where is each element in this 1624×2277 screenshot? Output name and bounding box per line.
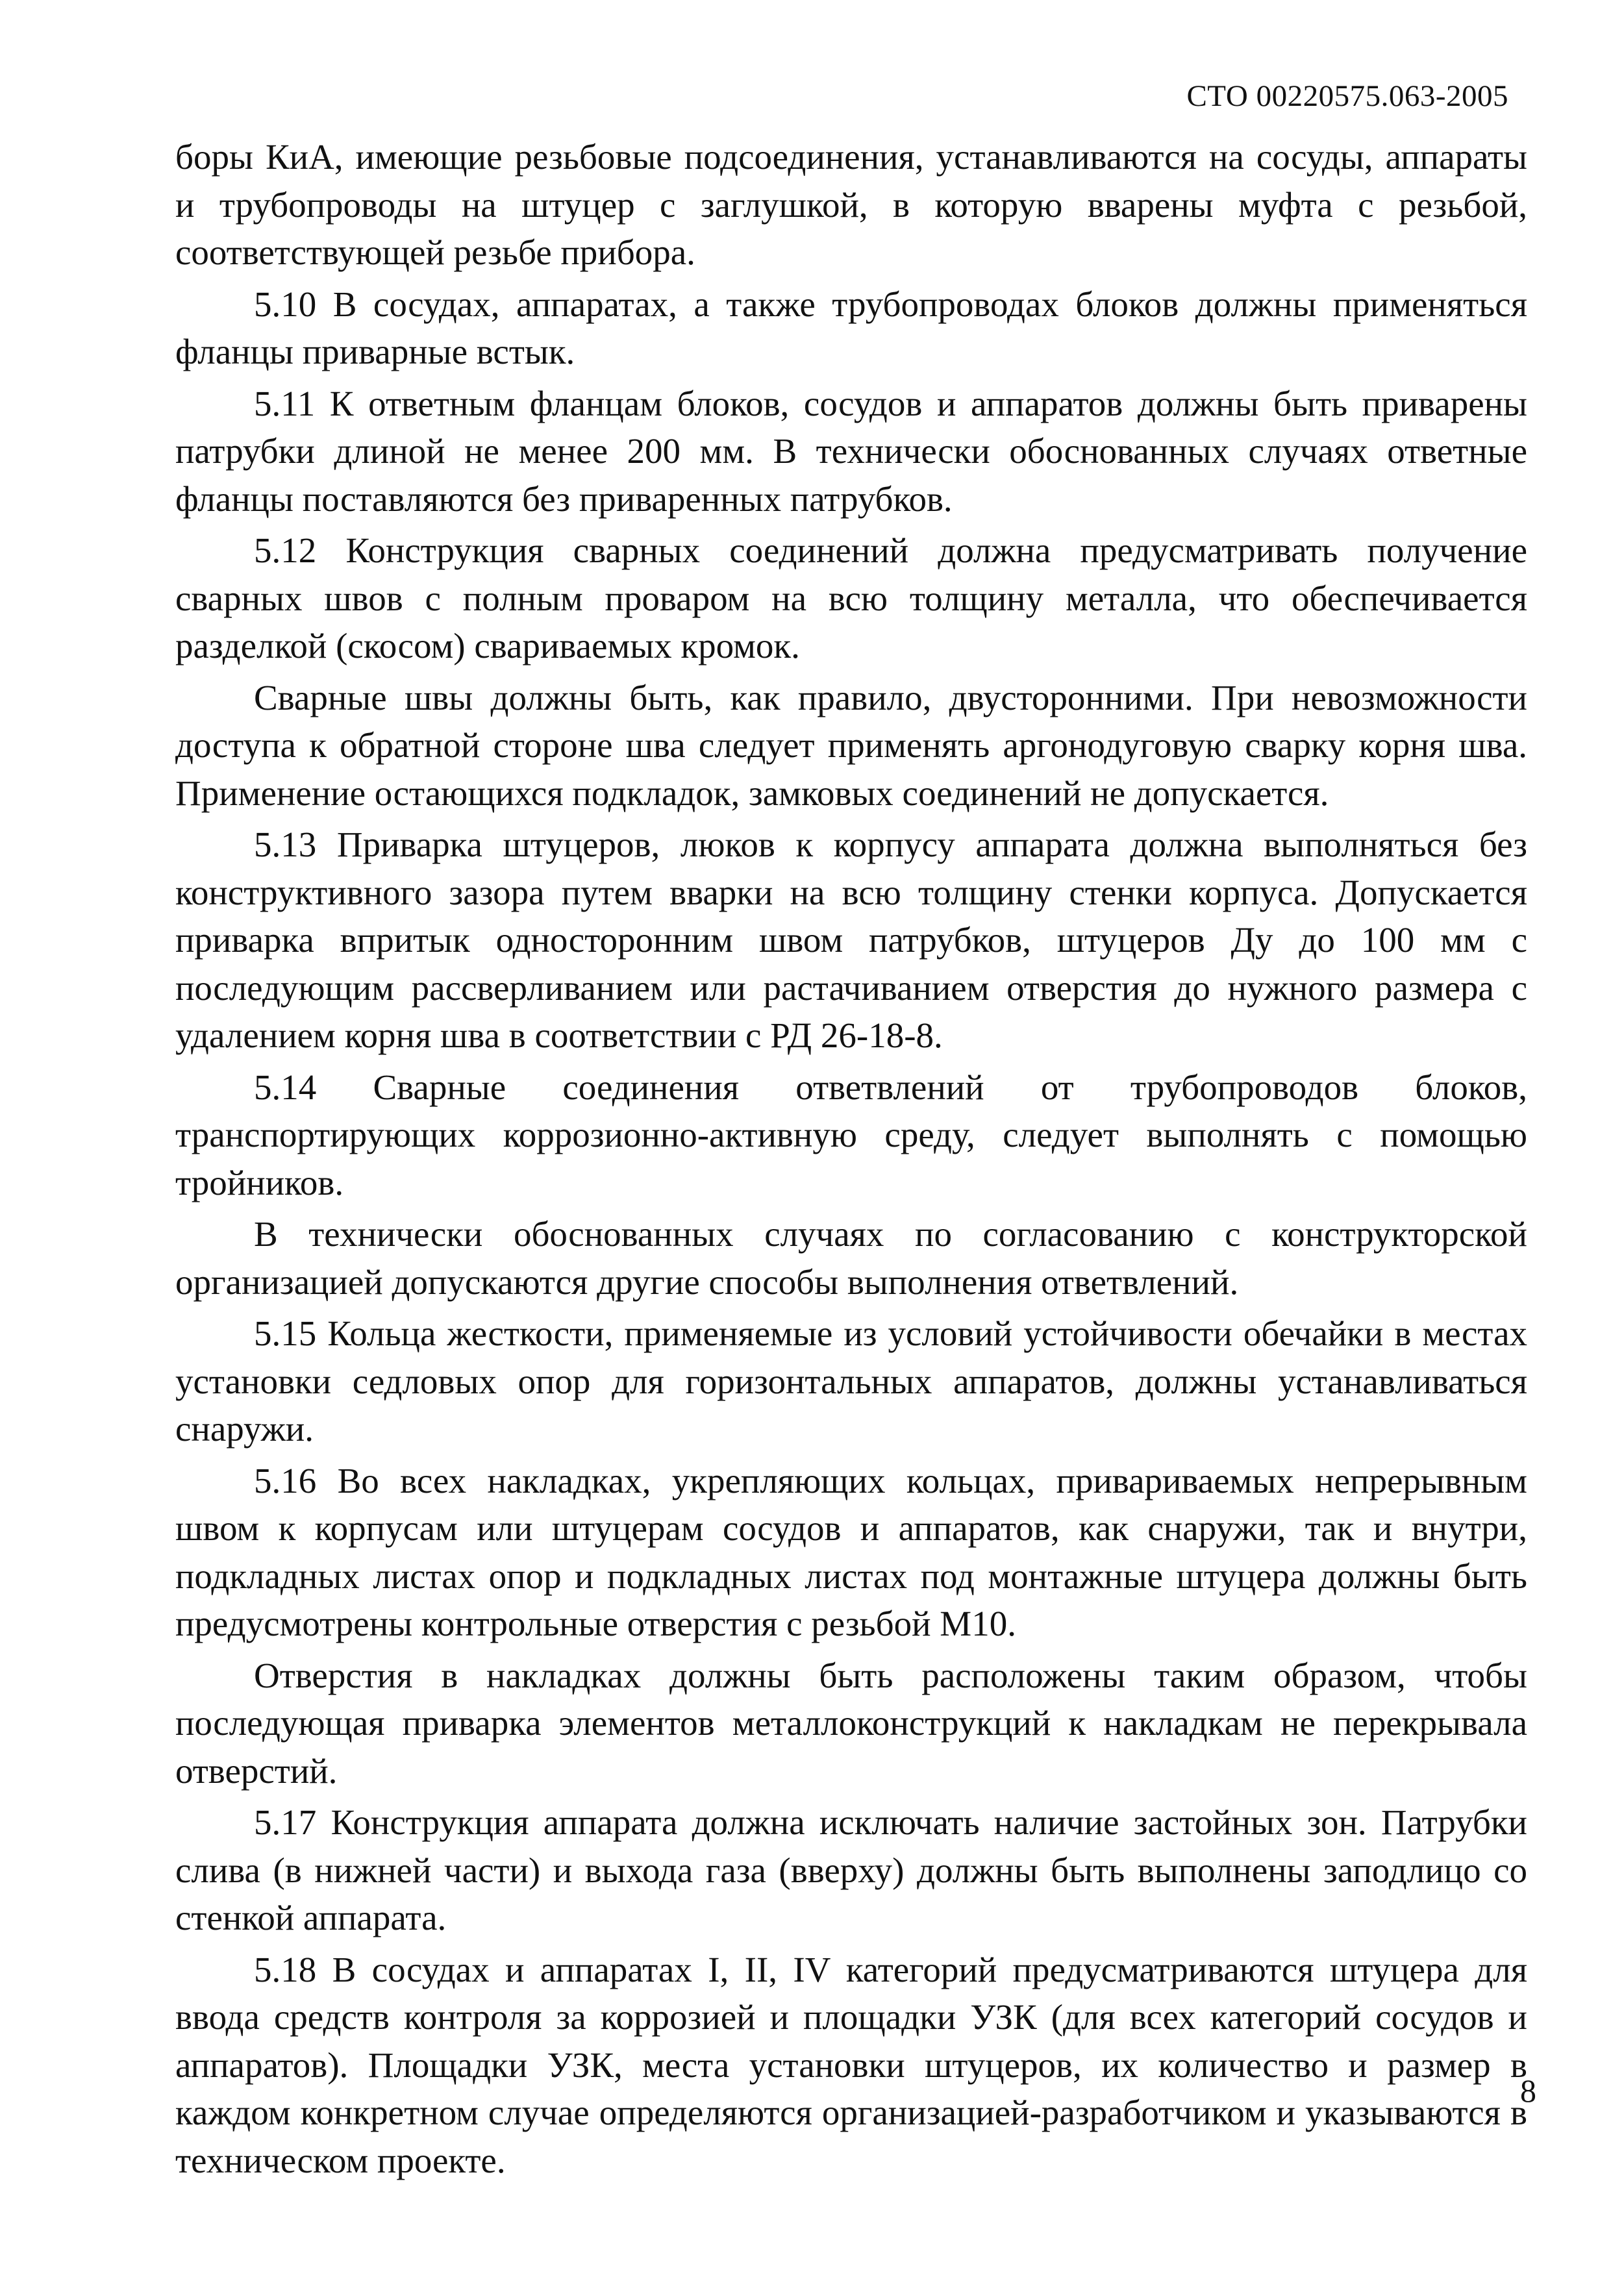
- page-number: 8: [1520, 2072, 1536, 2109]
- paragraph-5-12-welds: Сварные швы должны быть, как правило, двусторонними. При невозможности доступа к обратной стороне шва следует применять аргонодуговую сварку корня шва. Применение остающихся подкладок, замковых соединений не допускается.: [175, 677, 1527, 813]
- paragraph-5-12: 5.12 Конструкция сварных соединений должна предусматривать получение сварных швов с полным проваром на всю толщину металла, что обеспечивается разделкой (скосом) свариваемых кромок.: [175, 530, 1527, 666]
- standard-code-header: СТО 00220575.063-2005: [1186, 79, 1508, 113]
- paragraph-5-11: 5.11 К ответным фланцам блоков, сосудов и аппаратов должны быть приварены патрубки длиной не менее 200 мм. В технически обоснованных случаях ответные фланцы поставляются без приваренных патрубков.: [175, 383, 1527, 519]
- paragraph-continuation: боры КиА, имеющие резьбовые подсоединения, устанавливаются на сосуды, аппараты и трубопроводы на штуцер с заглушкой, в которую вварены муфта с резьбой, соответствующей резьбе прибора.: [175, 137, 1527, 272]
- paragraph-5-16-holes: Отверстия в накладках должны быть расположены таким образом, чтобы последующая приварка элементов металлоконструкций к накладкам не перекрывала отверстий.: [175, 1655, 1527, 1791]
- paragraph-5-14-exceptions: В технически обоснованных случаях по согласованию с конструкторской организацией допускаются другие способы выполнения ответвлений.: [175, 1214, 1527, 1302]
- paragraph-5-18: 5.18 В сосудах и аппаратах I, II, IV категорий предусматриваются штуцера для ввода средств контроля за коррозией и площадки УЗК (для всех категорий сосудов и аппаратов). Площадки УЗК, места установки штуцеров, их количество и размер в каждом конкретном случае определяются организацией-разработчиком и указываются в техническом проекте.: [175, 1949, 1527, 2180]
- paragraph-5-14: 5.14 Сварные соединения ответвлений от трубопроводов блоков, транспортирующих коррозионно-активную среду, следует выполнять с помощью тройников.: [175, 1067, 1527, 1202]
- paragraph-5-16: 5.16 Во всех накладках, укрепляющих кольцах, привариваемых непрерывным швом к корпусам или штуцерам сосудов и аппаратов, как снаружи, так и внутри, подкладных листах опор и подкладных листах под монтажные штуцера должны быть предусмотрены контрольные отверстия с резьбой М10.: [175, 1460, 1527, 1643]
- paragraph-5-13: 5.13 Приварка штуцеров, люков к корпусу аппарата должна выполняться без конструктивного зазора путем вварки на всю толщину стенки корпуса. Допускается приварка впритык односторонним швом патрубков, штуцеров Ду до 100 мм с последующим рассверливанием или растачиванием отверстия до нужного размера с удалением корня шва в соответствии с РД 26-18-8.: [175, 825, 1527, 1055]
- paragraph-5-15: 5.15 Кольца жесткости, применяемые из условий устойчивости обечайки в местах установки седловых опор для горизонтальных аппаратов, должны устанавливаться снаружи.: [175, 1313, 1527, 1449]
- document-body: [175, 133, 1527, 2188]
- paragraph-5-10: 5.10 В сосудах, аппаратах, а также трубопроводах блоков должны применяться фланцы приварные встык.: [175, 284, 1527, 371]
- paragraph-5-17: 5.17 Конструкция аппарата должна исключать наличие застойных зон. Патрубки слива (в нижней части) и выхода газа (вверху) должны быть выполнены заподлицо со стенкой аппарата.: [175, 1802, 1527, 1937]
